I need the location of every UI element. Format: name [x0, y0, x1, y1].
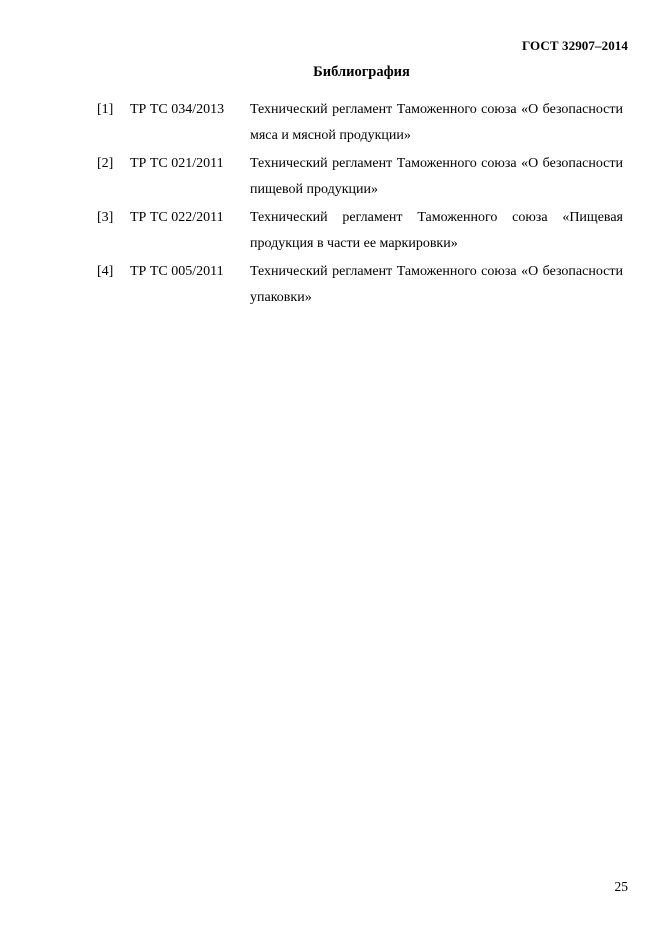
entry-number: [2]	[97, 156, 114, 171]
entry-title: Технический регламент Таможенного союза «Пищевая продукция в части ее маркировки»	[250, 210, 623, 251]
entry-title: Технический регламент Таможенного союза «О безопасности пищевой продукции»	[250, 156, 623, 197]
page-number: 25	[614, 879, 628, 894]
document-code: ГОСТ 32907–2014	[521, 38, 628, 53]
page-title: Библиография	[313, 64, 410, 80]
entry-number: [1]	[97, 102, 114, 117]
bibliography-list	[97, 97, 623, 313]
entry-title: Технический регламент Таможенного союза «О безопасности мяса и мясной продукции»	[250, 102, 623, 143]
entry-number: [3]	[97, 210, 114, 225]
bibliography-entry	[97, 151, 623, 205]
bibliography-entry	[97, 205, 623, 259]
bibliography-entry	[97, 97, 623, 151]
entry-code: ТР ТС 034/2013	[130, 102, 225, 117]
entry-code: ТР ТС 005/2011	[130, 264, 224, 279]
entry-code: ТР ТС 021/2011	[130, 156, 224, 171]
entry-code: ТР ТС 022/2011	[130, 210, 224, 225]
entry-title: Технический регламент Таможенного союза «О безопасности упаковки»	[250, 264, 623, 305]
entry-number: [4]	[97, 264, 114, 279]
bibliography-entry	[97, 259, 623, 313]
